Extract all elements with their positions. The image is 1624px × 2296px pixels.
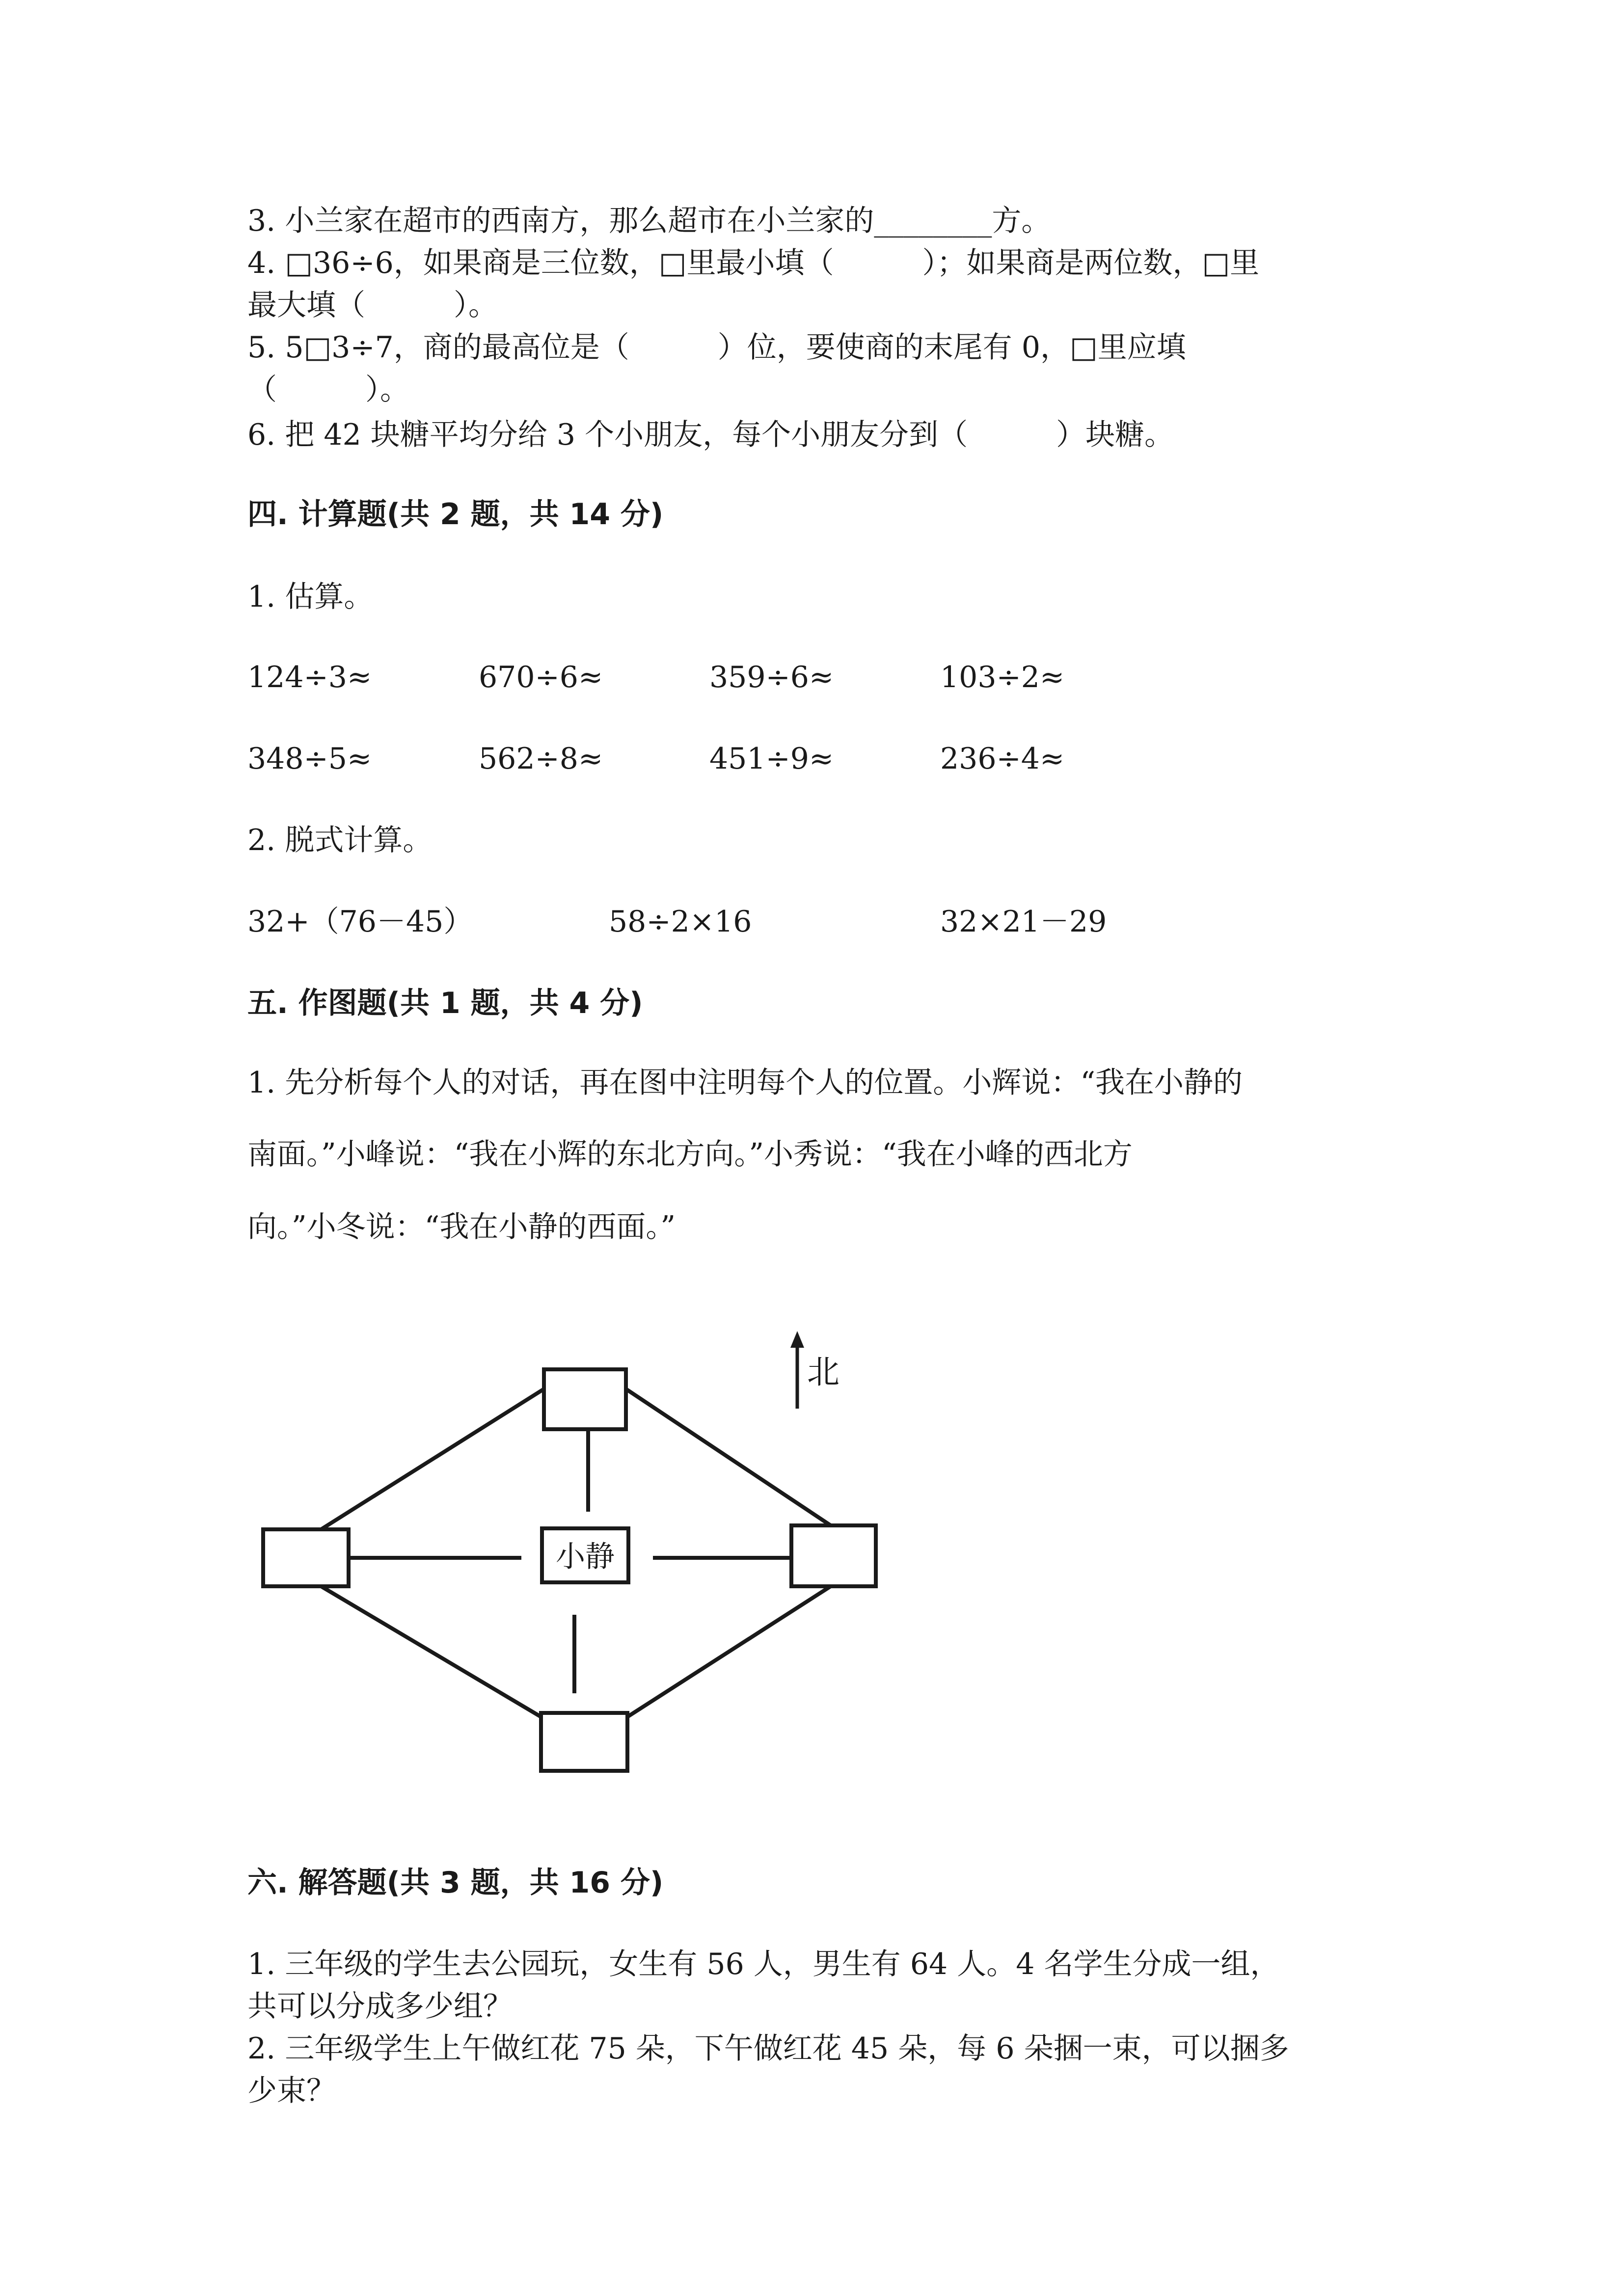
- blank-box-south: [541, 1713, 627, 1771]
- diagram-edge: [321, 1586, 541, 1717]
- estimate-item: 236÷4≈: [940, 742, 1065, 776]
- section-5-heading: 五. 作图题(共 1 题，共 4 分): [247, 986, 643, 1020]
- estimate-item: 359÷6≈: [709, 660, 834, 694]
- question-6: 6. 把 42 块糖平均分给 3 个小朋友，每个小朋友分到（ ）块糖。: [247, 418, 1174, 452]
- word-problem-1-line-1: 1. 三年级的学生去公园玩，女生有 56 人，男生有 64 人。4 名学生分成一组，: [247, 1947, 1280, 1981]
- estimate-item: 124÷3≈: [247, 660, 372, 694]
- blank-box-west: [263, 1529, 349, 1586]
- word-problem-2-line-2: 少束？: [247, 2074, 336, 2108]
- expression-item: 58÷2×16: [609, 905, 752, 939]
- blank-box-north: [544, 1369, 626, 1429]
- estimate-item: 451÷9≈: [709, 742, 834, 776]
- question-4-line-2: 最大填（ ）。: [247, 288, 498, 322]
- north-label: 北: [807, 1353, 839, 1391]
- north-arrow-head: [790, 1331, 804, 1348]
- center-label: 小静: [556, 1540, 615, 1574]
- blank-box-east: [791, 1525, 876, 1586]
- diagram-edge: [321, 1389, 544, 1529]
- question-5-line-2: （ ）。: [247, 373, 409, 407]
- expression-item: 32×21－29: [940, 905, 1107, 939]
- estimate-label: 1. 估算。: [247, 580, 374, 614]
- question-5-line-1: 5. 5□3÷7，商的最高位是（ ）位，要使商的末尾有 0，□里应填: [247, 330, 1186, 365]
- word-problem-1-line-2: 共可以分成多少组？: [247, 1989, 513, 2024]
- estimate-item: 348÷5≈: [247, 742, 372, 776]
- estimate-item: 103÷2≈: [940, 660, 1065, 694]
- estimate-item: 562÷8≈: [479, 742, 603, 776]
- question-3: 3. 小兰家在超市的西南方，那么超市在小兰家的________方。: [247, 204, 1051, 238]
- section-4-heading: 四. 计算题(共 2 题，共 14 分): [247, 497, 664, 532]
- word-problem-2-line-1: 2. 三年级学生上午做红花 75 朵，下午做红花 45 朵，每 6 朵捆一束，可以捆多: [247, 2031, 1289, 2066]
- calculation-label: 2. 脱式计算。: [247, 823, 433, 857]
- question-4-line-1: 4. □36÷6，如果商是三位数，□里最小填（ ）；如果商是两位数，□里: [247, 246, 1260, 280]
- drawing-question-line-3: 向。”小冬说：“我在小静的西面。”: [247, 1210, 676, 1244]
- drawing-question-line-1: 1. 先分析每个人的对话，再在图中注明每个人的位置。小辉说：“我在小静的: [247, 1066, 1243, 1100]
- estimate-item: 670÷6≈: [479, 660, 603, 694]
- section-6-heading: 六. 解答题(共 3 题，共 16 分): [247, 1866, 664, 1900]
- drawing-question-line-2: 南面。”小峰说：“我在小辉的东北方向。”小秀说：“我在小峰的西北方: [247, 1137, 1133, 1172]
- expression-item: 32+（76－45）: [247, 905, 473, 939]
- diagram-edge: [626, 1389, 831, 1525]
- diagram-edge: [627, 1586, 831, 1717]
